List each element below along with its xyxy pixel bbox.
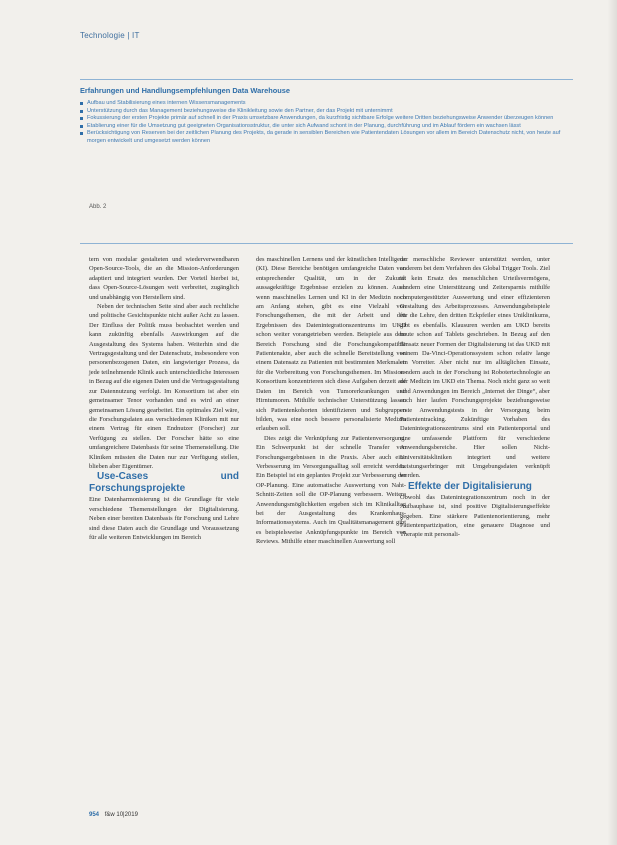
figure-caption: Abb. 2 (89, 204, 107, 210)
page-number: 954 (89, 812, 100, 818)
info-box-list (80, 100, 576, 146)
paragraph: Neben der technischen Seite sind aber auch rechtliche und politische Gesichtspunkte nicht außer Acht zu lassen. Der Einfluss der Politik muss beobachtet werden und kann zukünftig ebenfalls Auswirkungen auf die Ausgestaltung des Systems haben. Weiterhin sind die Vertragsgestaltung und der Datenschutz, insbesondere von personenbezogenen Daten, ein langwieriger Prozess, da jede teilnehmende Klinik auch unterschiedliche Interessen in Bezug auf die eigenen Daten und die Vertragsgestaltung zur Datennutzung verfolgt. Im Konsortium ist aber ein gemeinsamer Tenor vorhanden und es wird an einer gemeinsamen Lösung gearbeitet. Ein optimales Ziel wäre, die Forschungsdaten aus verschiedenen Kliniken mit nur einem Vertrag für einen Endnutzer (Forscher) zur Verfügung zu stellen. Der Forscher hätte so eine umfangreichere Datenbasis für seine Themenstellung. Die Kliniken müssten die Daten nur zur Verfügung stellen, blieben aber Eigentümer. (89, 303, 240, 470)
bullet-square-icon (80, 117, 83, 120)
bullet-square-icon (80, 102, 83, 105)
section-heading: Use-Cases und Forschungsprojekte (89, 471, 239, 495)
list-item: Berücksichtigung von Reserven bei der zeitlichen Planung des Projekts, da gerade in sensiblen Bereichen wie Patientendaten Lösungen vor allem im Bereich Datenschutz nicht, von heute auf morgen entwickelt und umgesetzt werden können (80, 130, 576, 145)
text-column-2 (256, 255, 406, 547)
paragraph: tern von modular gestalteten und wiederverwendbaren Open-Source-Tools, die an die Mission-Anforderungen adaptiert und integriert wurden. Der Vorteil hierbei ist, dass Open-Source-Lösungen weit verbreitet, zugänglich und unabhängig von Herstellern sind. (89, 256, 239, 301)
section-heading: Effekte der Digitalisierung (408, 480, 532, 492)
divider-line (80, 243, 573, 244)
paragraph: des maschinellen Lernens und der künstlichen Intelligenz (KI). Diese Bereiche benötigen umfangreiche Daten von entsprechender Qualität, um in der Zukunft aussagekräftige Ergebnisse erzielen zu können. Auch wenn maschinelles Lernen und KI in der Medizin noch am Anfang stehen, gibt es eine Vielzahl von Forschungsthemen, die mit der Arbeit und den Ergebnissen des Datenintegrationszentrums im UKD schon weiter vorangetrieben werden. Beispiele aus dem Bereich Forschung sind die Forschungskompatible Patientenakte, aber auch die schnelle Bereitstellung von einem Datensatz zu Patienten mit bestimmten Merkmalen für die Vorbereitung von Forschungsthemen. Im Mission-Konsortium konzentrieren sich diese Aufgaben derzeit auf Daten im Bereich von Tumorerkrankungen und Hirntumoren. Mithilfe technischer Unterstützung lassen sich Patientenkohorten identifizieren und Subgruppen bilden, was eine noch bessere personalisierte Medizin erlauben soll. (256, 256, 406, 433)
list-item: Aufbau und Stabilisierung eines internen Wissensmanagements (80, 100, 576, 108)
paragraph: der menschliche Reviewer unterstützt werden, unter anderem bei dem Verfahren des Global Trigger Tools. Ziel ist kein Ersatz des menschlichen Urteilsvermögens, sondern eine Unterstützung und Zeitersparnis mithilfe computergestützter Auswertung und einer effizienteren Gestaltung des Arbeitsprozesses. Anwendungsbeispiele für die Lehre, den dritten Eckpfeiler eines Uniklinikums, gibt es ebenfalls. Klausuren werden am UKD bereits heute schon auf Tablets geschrieben. In Bezug auf den Einsatz neuer Formen der Digitalisierung ist das UKD mit seinem Da-Vinci-Operationssystem schon relativ lange ein Vorreiter. Aber nicht nur im alltäglichen Einsatz, sondern auch in der Forschung ist Robotertechnologie an der Medizin im UKD ein Thema. Noch nicht ganz so weit sind Anwendungen im Bereich „Internet der Dinge“, aber auch hier laufen Forschungsprojekte beziehungsweise erste Anwendungstests in der Versorgung beim Patiententracking. Zukünftige Vorhaben des Datenintegrationszentrums sind ein Patientenportal und eine umfassende Plattform für verschiedene Anwendungsbereiche. Hier sollen Nicht-Universitätskliniken integriert und weitere Leistungserbringer mit Umgebungsdaten verknüpft werden. (400, 256, 550, 480)
info-box (80, 86, 576, 196)
page-edge-shadow (607, 0, 617, 845)
divider-line (80, 79, 573, 80)
bullet-square-icon (80, 132, 83, 135)
list-item: Unterstützung durch das Management beziehungsweise die Klinikleitung sowie den Partner, der das Projekt mit unternimmt (80, 108, 576, 116)
bullet-square-icon (80, 125, 83, 128)
bullet-square-icon (80, 110, 83, 113)
list-item: Fokussierung der ersten Projekte primär auf schnell in der Praxis umsetzbare Anwendungen, da kurzfristig sichtbare Erfolge weitere Dritten beziehungsweise Anwender überzeugen können (80, 115, 576, 123)
running-header: Technologie | IT (80, 31, 140, 40)
paragraph: Dies zeigt die Verknüpfung zur Patientenversorgung. Ein Schwerpunkt ist der schnelle Transfer von Forschungsergebnissen in die Praxis. Aber auch eine Verbesserung im Versorgungsalltag soll erreicht werden. Ein Beispiel ist ein geplantes Projekt zur Verbesserung der OP-Planung. Eine automatische Auswertung von Naht-Schnitt-Zeiten soll die OP-Planung verbessern. Weitere Anwendungsmöglichkeiten ergeben sich im Klinikalltag bei der Ausgestaltung des Krankenhaus-Informationssystems. Auch im Qualitätsmanagement gibt es beispielsweise Anknüpfungspunkte im Bereich von Reviews. Mithilfe einer maschinellen Auswertung soll (256, 434, 406, 546)
text-column-1 (89, 255, 239, 542)
page-footer (89, 812, 138, 818)
list-item: Etablierung einer für die Umsetzung gut geeigneten Organisationsstruktur, die unter sich Aufwand schont in der Planung, durchführung und im Ablauf fördern ein wachsen lässt (80, 123, 576, 131)
info-box-title: Erfahrungen und Handlungsempfehlungen Data Warehouse (80, 86, 290, 95)
journal-name: f&w 10|2019 (104, 812, 138, 818)
text-column-3 (400, 255, 550, 540)
paragraph: Obwohl das Datenintegrationszentrum noch in der Aufbauphase ist, sind positive Digitalisierungseffekte gegeben. Eine stärkere Patientenorientierung, mehr Patientenpartizipation, eine genauere Diagnose und Therapie mit personali- (400, 493, 550, 539)
paragraph: Eine Datenharmonisierung ist die Grundlage für viele verschiedene Themenstellungen der Digitalisierung. Neben einer bereiten Datenbasis für Forschung und Lehre sind diese Daten auch die Grundlage und Voraussetzung für alle weiteren Entwicklungen im Bereich (89, 496, 239, 541)
